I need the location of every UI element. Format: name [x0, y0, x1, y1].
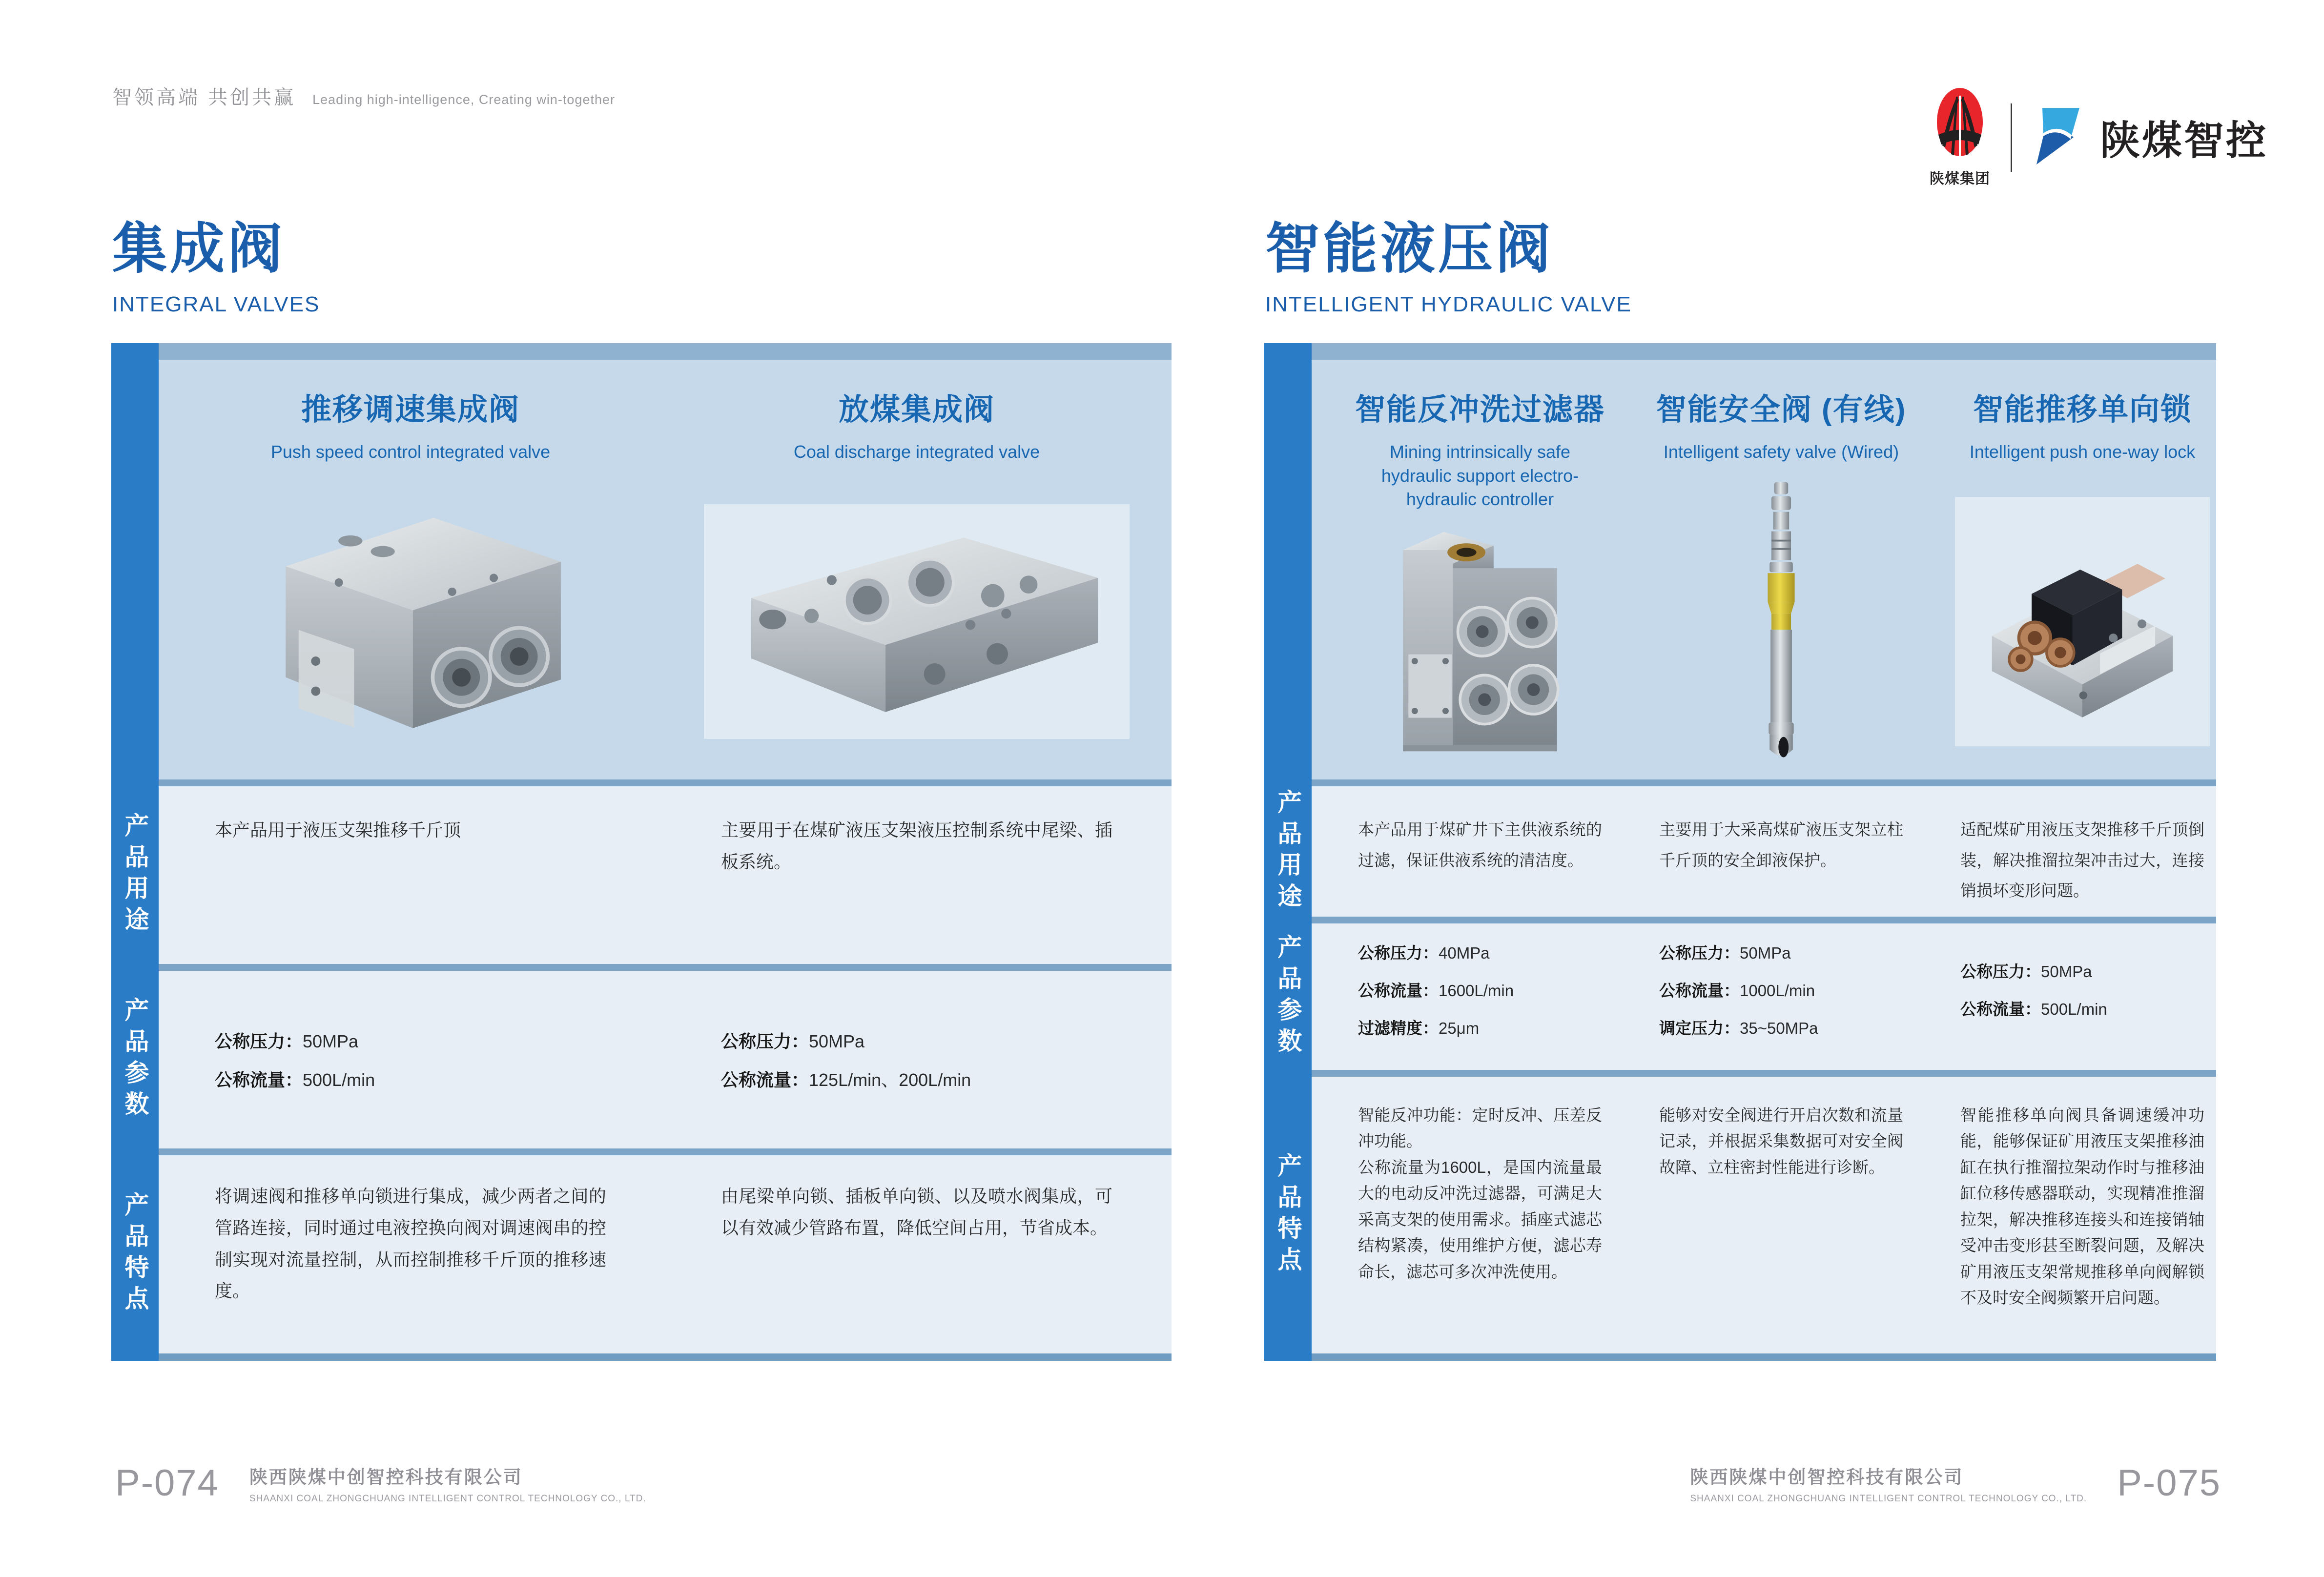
- param-line: 公称流量：1600L/min: [1358, 981, 1514, 1000]
- param-line: 公称压力：50MPa: [1659, 943, 1791, 962]
- param-line: 公称压力：50MPa: [721, 1031, 865, 1051]
- intelligent-hydraulic-valve-panel: [1264, 343, 2216, 1361]
- company-name: [249, 1462, 646, 1504]
- params-cell: [159, 971, 665, 1148]
- product-column: [665, 360, 1171, 779]
- params-cell: [1613, 923, 1914, 1070]
- row-label-features: 产品特点: [121, 1192, 149, 1317]
- right-page-title: [1265, 205, 1632, 317]
- features-cell: [159, 1155, 665, 1353]
- safety-valve-photo: [1659, 464, 1903, 779]
- features-cell: [665, 1155, 1171, 1353]
- product-name: 智能推移单向锁: [1973, 393, 2192, 427]
- header-tagline: [112, 82, 615, 110]
- product-name: 智能反冲洗过滤器: [1355, 393, 1605, 427]
- product-name-en: Push speed control integrated valve: [270, 442, 551, 462]
- product-column: [159, 360, 665, 779]
- left-title-zh: 集成阀: [112, 218, 285, 279]
- usage-text: 适配煤矿用液压支架推移千斤顶倒装，解决推溜拉架冲击过大，连接销损坏变形问题。: [1960, 820, 2204, 900]
- features-cell: [1312, 1077, 1613, 1353]
- row-label-features: 产品特点: [1274, 1152, 1302, 1278]
- param-line: 公称流量：1000L/min: [1659, 981, 1815, 1000]
- features-text: 智能推移单向阀具备调速缓冲功能，能够保证矿用液压支架推移油缸在执行推溜拉架动作时与推移油缸位移传感器联动，实现精准推溜拉架，解决推移连接头和连接销轴受冲击变形甚至断裂问题，及解决矿用液压支架常规推移单向阀解锁不及时安全阀频繁开启问题。: [1960, 1106, 2204, 1307]
- right-params-row: [1312, 923, 2216, 1070]
- group-logo-name: 陕煤集团: [1930, 171, 1990, 187]
- panel-bottom-strip: [159, 1353, 1172, 1361]
- left-usage-row: [159, 786, 1172, 964]
- row-separator: [159, 1148, 1172, 1155]
- panel-top-strip: [1312, 343, 2216, 360]
- usage-cell: [1914, 786, 2215, 917]
- left-title-en: INTEGRAL VALVES: [112, 292, 320, 316]
- usage-text: 主要用于在煤矿液压支架液压控制系统中尾梁、插板系统。: [721, 820, 1112, 872]
- coal-group-emblem-icon: [1936, 87, 1983, 163]
- push-speed-control-valve-photo: [215, 464, 606, 779]
- usage-cell: [665, 786, 1171, 964]
- push-one-way-lock-photo: [1960, 464, 2204, 779]
- row-separator: [159, 964, 1172, 971]
- row-separator: [159, 779, 1172, 786]
- param-line: 过滤精度：25μm: [1358, 1019, 1480, 1037]
- usage-cell: [159, 786, 665, 964]
- param-line: 公称流量：125L/min、200L/min: [721, 1070, 971, 1090]
- logo-divider: [2011, 103, 2012, 172]
- product-name: 智能安全阀 (有线): [1656, 393, 1907, 427]
- left-features-row: [159, 1155, 1172, 1353]
- company-name: [1690, 1462, 2087, 1504]
- right-usage-row: [1312, 786, 2216, 917]
- param-line: 公称流量：500L/min: [215, 1070, 375, 1090]
- page-number: P-075: [2117, 1462, 2221, 1504]
- features-text: 能够对安全阀进行开启次数和流量记录，并根据采集数据可对安全阀故障、立柱密封性能进行诊断。: [1659, 1106, 1903, 1176]
- usage-text: 本产品用于液压支架推移千斤顶: [215, 820, 461, 840]
- left-page-title: [112, 205, 320, 317]
- right-page-footer: [1690, 1462, 2221, 1504]
- company-name-zh: 陕西陕煤中创智控科技有限公司: [249, 1467, 523, 1487]
- params-cell: [665, 971, 1171, 1148]
- row-label-usage: 产品用途: [121, 813, 149, 938]
- param-line: 公称压力：50MPa: [1960, 963, 2092, 981]
- product-name: 放煤集成阀: [838, 393, 995, 427]
- product-name-en: Intelligent safety valve (Wired): [1663, 442, 1899, 462]
- features-text: 由尾梁单向锁、插板单向锁、以及喷水阀集成，可以有效减少管路布置，降低空间占用，节省成本。: [721, 1186, 1112, 1238]
- right-panel-sidebar: [1264, 343, 1312, 1361]
- tagline-en: Leading high-intelligence, Creating win-together: [312, 92, 615, 107]
- product-column: [1914, 360, 2215, 779]
- usage-cell: [1613, 786, 1914, 917]
- brand-logo: [2029, 105, 2268, 170]
- features-text: 将调速阀和推移单向锁进行集成，减少两者之间的管路连接，同时通过电液控换向阀对调速阀串的控制实现对流量控制，从而控制推移千斤顶的推移速度。: [215, 1186, 606, 1301]
- row-label-params: 产品参数: [1274, 934, 1302, 1059]
- company-name-en: SHAANXI COAL ZHONGCHUANG INTELLIGENT CONTROL TECHNOLOGY CO., LTD.: [249, 1493, 646, 1504]
- group-logo: [1926, 87, 1994, 188]
- product-column: [1613, 360, 1914, 779]
- param-line: 调定压力：35~50MPa: [1659, 1019, 1818, 1037]
- product-name-en: Mining intrinsically safe hydraulic support electro-hydraulic controller: [1381, 442, 1579, 510]
- brand-logos: [1926, 87, 2268, 188]
- panel-bottom-strip: [1312, 1353, 2216, 1361]
- product-column: [1312, 360, 1613, 779]
- features-cell: [1914, 1077, 2215, 1353]
- company-name-en: SHAANXI COAL ZHONGCHUANG INTELLIGENT CONTROL TECHNOLOGY CO., LTD.: [1690, 1493, 2087, 1504]
- backwash-filter-photo: [1358, 512, 1602, 779]
- product-name-en: Intelligent push one-way lock: [1969, 442, 2196, 462]
- panel-top-strip: [159, 343, 1172, 360]
- row-label-usage: 产品用途: [1274, 789, 1302, 914]
- company-name-zh: 陕西陕煤中创智控科技有限公司: [1690, 1467, 1964, 1487]
- left-page-footer: [115, 1462, 646, 1504]
- right-features-row: [1312, 1077, 2216, 1353]
- usage-cell: [1312, 786, 1613, 917]
- param-line: 公称流量：500L/min: [1960, 1000, 2107, 1018]
- left-params-row: [159, 971, 1172, 1148]
- left-panel-sidebar: [111, 343, 159, 1361]
- product-name-en: Coal discharge integrated valve: [793, 442, 1040, 462]
- product-name: 推移调速集成阀: [301, 393, 520, 427]
- features-text: 智能反冲功能：定时反冲、压差反冲功能。: [1358, 1106, 1602, 1150]
- brand-logo-name: 陕煤智控: [2100, 119, 2268, 163]
- features-text: 公称流量为1600L，是国内流量最大的电动反冲洗过滤器，可满足大采高支架的使用需求。插座式滤芯结构紧凑，使用维护方便，滤芯寿命长，滤芯可多次冲洗使用。: [1358, 1158, 1602, 1281]
- coal-discharge-valve-photo: [721, 464, 1112, 779]
- row-separator: [1312, 917, 2216, 923]
- right-title-en: INTELLIGENT HYDRAULIC VALVE: [1265, 292, 1632, 316]
- row-label-params: 产品参数: [121, 997, 149, 1122]
- usage-text: 主要用于大采高煤矿液压支架立柱千斤顶的安全卸液保护。: [1659, 820, 1903, 869]
- page-number: P-074: [115, 1462, 219, 1504]
- integral-valves-panel: [111, 343, 1172, 1361]
- left-product-display: [159, 360, 1172, 779]
- right-title-zh: 智能液压阀: [1265, 218, 1553, 279]
- row-separator: [1312, 1070, 2216, 1077]
- features-cell: [1613, 1077, 1914, 1353]
- brand-z-mark-icon: [2029, 105, 2087, 170]
- param-line: 公称压力：50MPa: [215, 1031, 359, 1051]
- param-line: 公称压力：40MPa: [1358, 943, 1490, 962]
- right-product-display: [1312, 360, 2216, 779]
- row-separator: [1312, 779, 2216, 786]
- params-cell: [1914, 923, 2215, 1070]
- usage-text: 本产品用于煤矿井下主供液系统的过滤，保证供液系统的清洁度。: [1358, 820, 1602, 869]
- params-cell: [1312, 923, 1613, 1070]
- tagline-zh: 智领高端 共创共赢: [112, 87, 296, 108]
